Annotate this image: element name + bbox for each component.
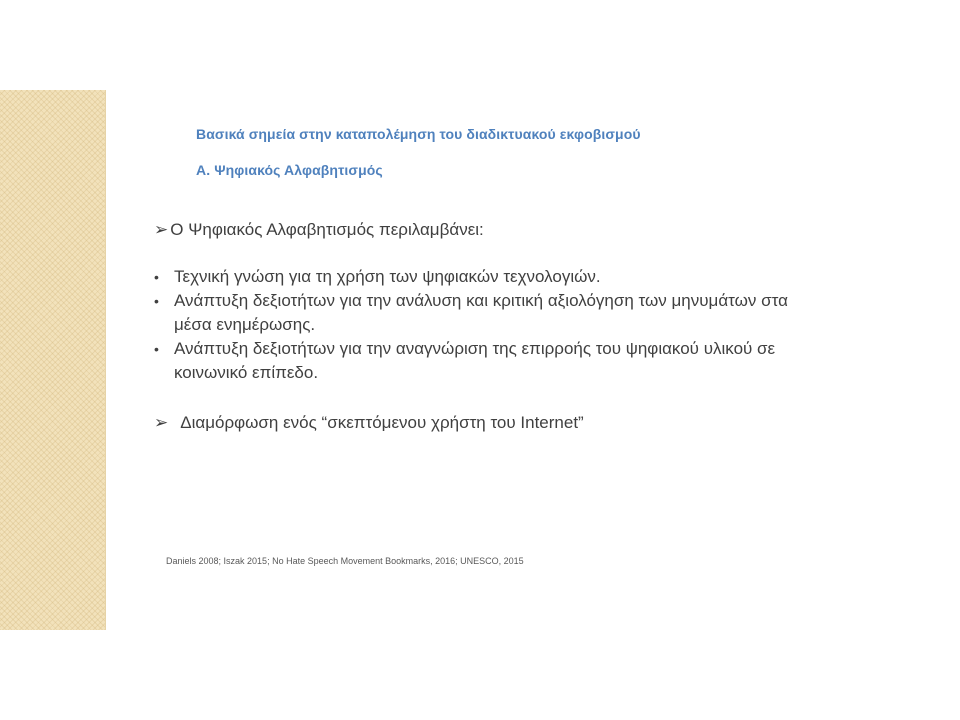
bullet-dot-icon: • [154,269,159,285]
intro-text: Ο Ψηφιακός Αλφαβητισμός περιλαμβάνει: [170,220,484,239]
arrow-bullet-icon: ➢ [154,220,169,239]
slide-title: Βασικά σημεία στην καταπολέμηση του διαδικτυακού εκφοβισμού [196,126,641,142]
list-item [154,265,794,289]
list-item-text: Ανάπτυξη δεξιοτήτων για την αναγνώριση της επιρροής του ψηφιακού υλικού σε κοινωνικό επίπεδο. [174,339,776,382]
decorative-side-band [0,90,106,630]
bullet-list [154,265,794,385]
closing-line [154,411,794,435]
bullet-dot-icon: • [154,341,159,357]
intro-line [154,218,794,242]
closing-text: Διαμόρφωση ενός “σκεπτόμενου χρήστη του Internet” [180,413,584,432]
list-item [154,337,794,385]
list-item-text: Ανάπτυξη δεξιοτήτων για την ανάλυση και κριτική αξιολόγηση των μηνυμάτων στα μέσα ενημέρωσης. [174,291,788,334]
arrow-bullet-icon: ➢ [154,413,169,432]
list-item-text: Τεχνική γνώση για τη χρήση των ψηφιακών τεχνολογιών. [174,267,601,286]
citation: Daniels 2008; Iszak 2015; No Hate Speech Movement Bookmarks, 2016; UNESCO, 2015 [166,556,524,566]
slide-subtitle: Α. Ψηφιακός Αλφαβητισμός [196,162,383,178]
bullet-dot-icon: • [154,293,159,309]
list-item [154,289,794,337]
